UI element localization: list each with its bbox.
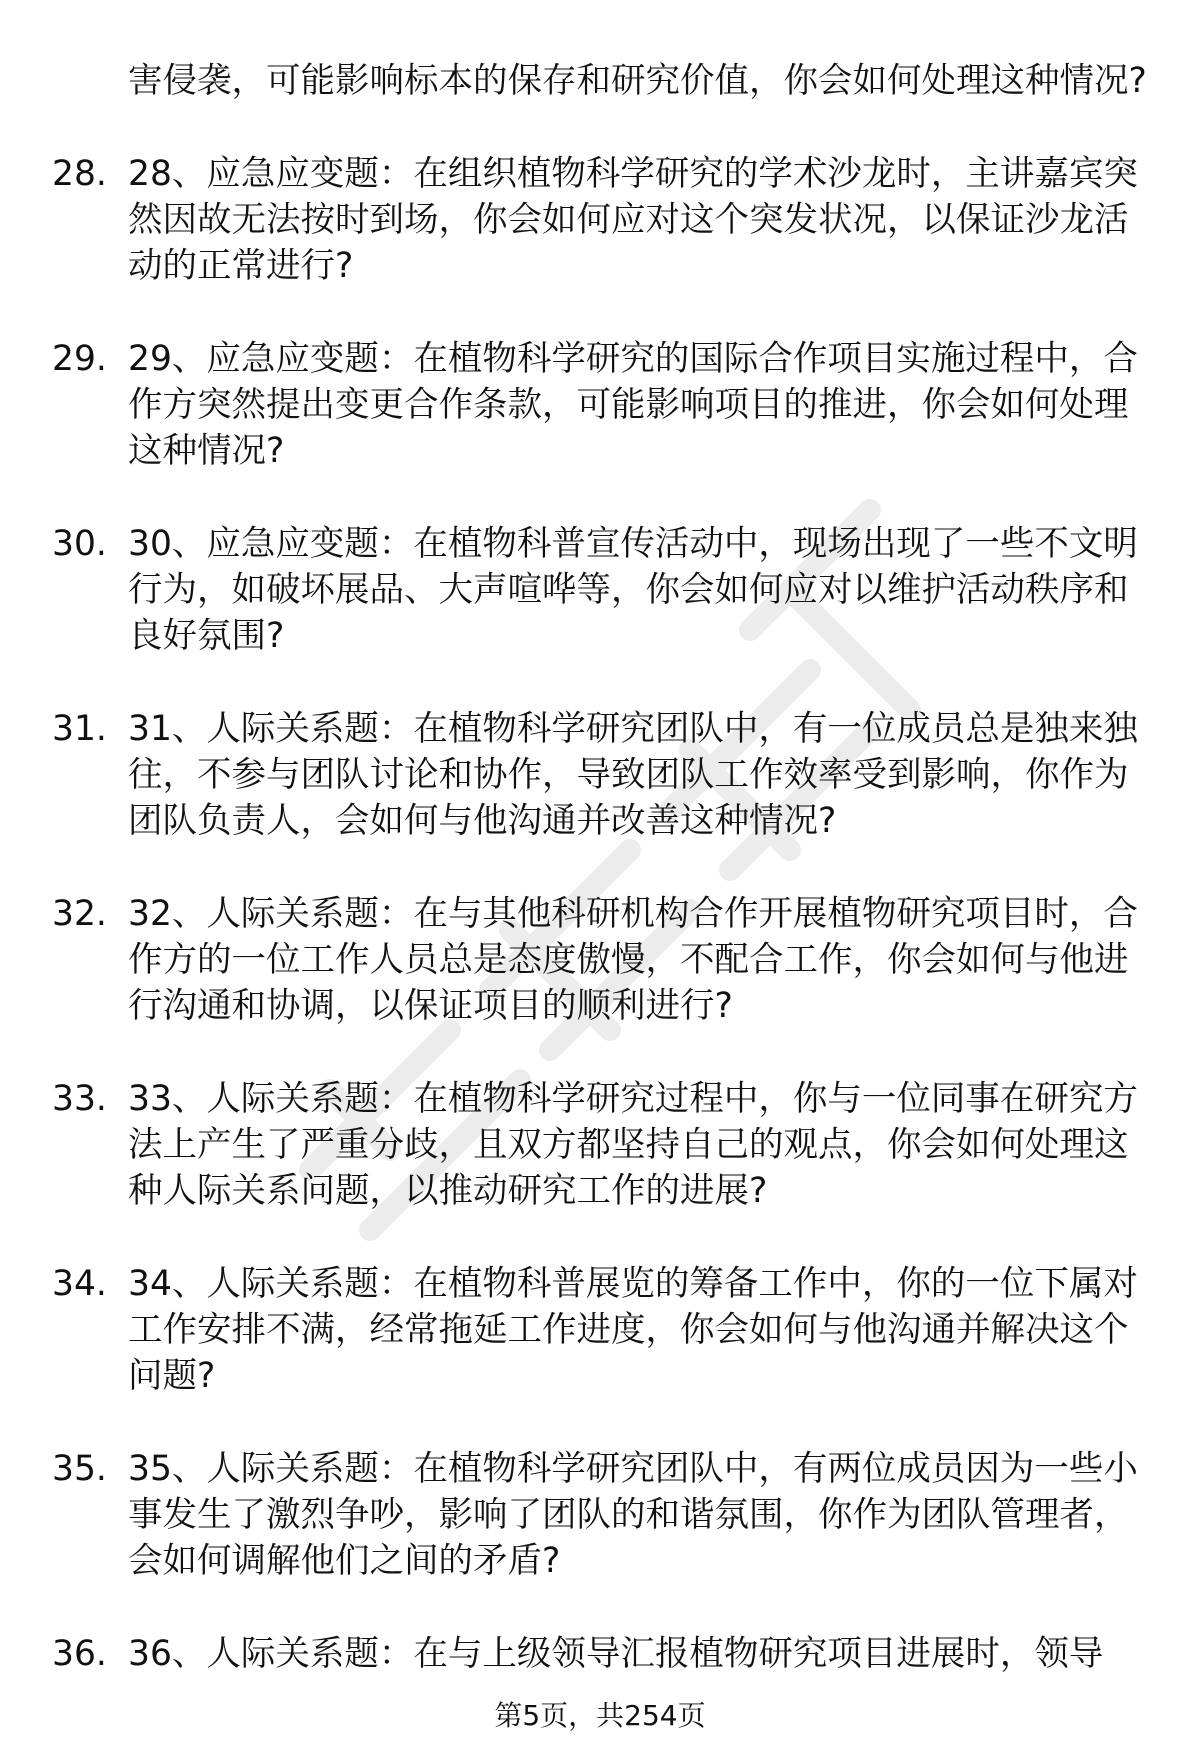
list-item [0, 521, 1200, 659]
list-item [0, 706, 1200, 844]
item-number: 30. [52, 524, 107, 564]
list-item [0, 1631, 1200, 1677]
item-number: 29. [52, 339, 107, 379]
item-text: 34、人际关系题：在植物科普展览的筹备工作中，你的一位下属对工作安排不满，经常拖延工作进度，你会如何与他沟通并解决这个问题? [128, 1264, 1138, 1396]
item-number: 28. [52, 154, 107, 194]
list-item [0, 891, 1200, 1029]
item-text: 35、人际关系题：在植物科学研究团队中，有两位成员因为一些小事发生了激烈争吵，影响了团队的和谐氛围，你作为团队管理者，会如何调解他们之间的矛盾? [128, 1449, 1138, 1581]
item-number: 35. [52, 1449, 107, 1489]
page-footer: 第5页，共254页 [494, 1699, 706, 1732]
item-text: 30、应急应变题：在植物科普宣传活动中，现场出现了一些不文明行为，如破坏展品、大声喧哗等，你会如何应对以维护活动秩序和良好氛围? [128, 524, 1138, 656]
list-item [0, 336, 1200, 474]
item-text: 28、应急应变题：在组织植物科学研究的学术沙龙时，主讲嘉宾突然因故无法按时到场，你会如何应对这个突发状况，以保证沙龙活动的正常进行? [128, 154, 1138, 286]
item-text: 29、应急应变题：在植物科学研究的国际合作项目实施过程中，合作方突然提出变更合作条款，可能影响项目的推进，你会如何处理这种情况? [128, 339, 1138, 471]
item-text: 31、人际关系题：在植物科学研究团队中，有一位成员总是独来独往，不参与团队讨论和协作，导致团队工作效率受到影响，你作为团队负责人，会如何与他沟通并改善这种情况? [128, 709, 1138, 841]
item-text: 32、人际关系题：在与其他科研机构合作开展植物研究项目时，合作方的一位工作人员总是态度傲慢，不配合工作，你会如何与他进行沟通和协调，以保证项目的顺利进行? [128, 894, 1138, 1026]
continuation-text: 害侵袭，可能影响标本的保存和研究价值，你会如何处理这种情况? [128, 61, 1147, 101]
list-item [0, 1261, 1200, 1399]
list-item [0, 1446, 1200, 1584]
item-number: 34. [52, 1264, 107, 1304]
item-text: 33、人际关系题：在植物科学研究过程中，你与一位同事在研究方法上产生了严重分歧，且双方都坚持自己的观点，你会如何处理这种人际关系问题，以推动研究工作的进展? [128, 1079, 1138, 1211]
item-number: 32. [52, 894, 107, 934]
item-number: 31. [52, 709, 107, 749]
list-item [0, 151, 1200, 289]
item-number: 36. [52, 1634, 107, 1674]
list-item [0, 1076, 1200, 1214]
question-list [0, 58, 1200, 1724]
item-number: 33. [52, 1079, 107, 1119]
item-text: 36、人际关系题：在与上级领导汇报植物研究项目进展时，领导 [128, 1634, 1104, 1674]
